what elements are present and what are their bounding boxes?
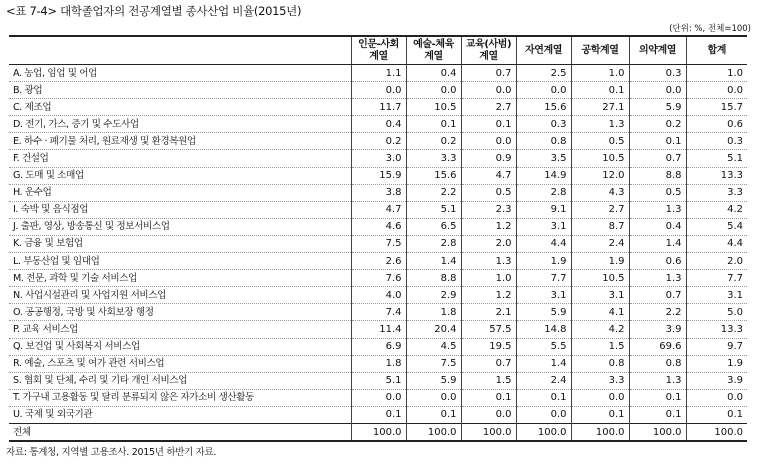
value-cell: 3.9 [686,372,747,389]
industry-label: K. 금융 및 보험업 [9,235,351,252]
industry-label: D. 전기, 가스, 증기 및 수도사업 [9,116,351,133]
value-cell: 1.4 [406,253,461,270]
value-cell: 0.2 [351,133,406,150]
value-cell: 57.5 [461,321,516,338]
value-cell: 0.0 [686,389,747,406]
value-cell: 2.4 [516,372,571,389]
value-cell: 5.1 [406,201,461,218]
value-cell: 7.7 [516,270,571,287]
industry-label: L. 부동산업 및 임대업 [9,253,351,270]
value-cell: 0.0 [351,82,406,99]
value-cell: 2.2 [629,304,686,321]
value-cell: 3.3 [686,184,747,201]
value-cell: 7.7 [686,270,747,287]
header-cell-5: 공학계열 [571,36,629,65]
industry-label: H. 운수업 [9,184,351,201]
industry-label: C. 제조업 [9,99,351,116]
value-cell: 0.4 [629,218,686,235]
value-cell: 12.0 [571,167,629,184]
source-note: 자료: 통계청, 지역별 고용조사. 2015년 하반기 자료. [6,447,217,458]
value-cell: 0.1 [516,389,571,406]
industry-label: 전체 [9,423,351,441]
value-cell: 0.7 [461,355,516,372]
value-cell: 0.1 [629,406,686,423]
industry-label: N. 사업시설관리 및 사업지원 서비스업 [9,287,351,304]
value-cell: 0.0 [461,82,516,99]
value-cell: 11.7 [351,99,406,116]
header-cell-6: 의약계열 [629,36,686,65]
value-cell: 2.5 [516,65,571,82]
table-row [9,235,747,252]
value-cell: 7.5 [406,355,461,372]
industry-label: F. 건설업 [9,150,351,167]
table-title: <표 7-4> 대학졸업자의 전공계열별 종사산업 비율(2015년) [6,4,302,18]
value-cell: 19.5 [461,338,516,355]
value-cell: 4.6 [351,218,406,235]
value-cell: 100.0 [516,423,571,441]
value-cell: 100.0 [629,423,686,441]
industry-label: S. 협회 및 단체, 수리 및 기타 개인 서비스업 [9,372,351,389]
table-row [9,321,747,338]
value-cell: 1.2 [461,287,516,304]
table-row [9,287,747,304]
value-cell: 0.9 [461,150,516,167]
value-cell: 4.5 [406,338,461,355]
value-cell: 0.1 [461,116,516,133]
value-cell: 3.3 [571,372,629,389]
value-cell: 0.0 [406,82,461,99]
value-cell: 8.8 [629,167,686,184]
table-row [9,355,747,372]
value-cell: 0.1 [406,406,461,423]
value-cell: 0.0 [461,406,516,423]
value-cell: 100.0 [351,423,406,441]
table-row [9,133,747,150]
value-cell: 0.1 [571,406,629,423]
value-cell: 4.2 [571,321,629,338]
value-cell: 4.0 [351,287,406,304]
value-cell: 5.5 [516,338,571,355]
value-cell: 1.3 [629,201,686,218]
table-row [9,65,747,82]
industry-label: J. 출판, 영상, 방송통신 및 정보서비스업 [9,218,351,235]
value-cell: 2.7 [571,201,629,218]
unit-note: (단위: %, 전체=100) [669,24,751,34]
value-cell: 100.0 [686,423,747,441]
value-cell: 100.0 [406,423,461,441]
value-cell: 69.6 [629,338,686,355]
industry-label: T. 가구내 고용활동 및 달리 분류되지 않은 자가소비 생산활동 [9,389,351,406]
value-cell: 13.3 [686,167,747,184]
header-cell-label [9,36,351,65]
value-cell: 11.4 [351,321,406,338]
value-cell: 2.3 [461,201,516,218]
value-cell: 0.2 [406,133,461,150]
industry-label: O. 공공행정, 국방 및 사회보장 행정 [9,304,351,321]
value-cell: 0.0 [406,389,461,406]
table-row [9,184,747,201]
value-cell: 1.8 [406,304,461,321]
value-cell: 0.1 [629,389,686,406]
value-cell: 2.0 [461,235,516,252]
value-cell: 0.0 [629,82,686,99]
value-cell: 100.0 [571,423,629,441]
table-row [9,304,747,321]
header-cell-1: 인문-사회 계열 [351,36,406,65]
value-cell: 1.0 [461,270,516,287]
value-cell: 2.7 [461,99,516,116]
value-cell: 1.0 [571,65,629,82]
industry-label: U. 국제 및 외국기관 [9,406,351,423]
value-cell: 1.3 [629,270,686,287]
value-cell: 5.9 [629,99,686,116]
value-cell: 15.6 [406,167,461,184]
value-cell: 14.8 [516,321,571,338]
value-cell: 3.1 [516,218,571,235]
value-cell: 2.6 [351,253,406,270]
value-cell: 9.7 [686,338,747,355]
value-cell: 6.9 [351,338,406,355]
value-cell: 3.1 [686,287,747,304]
value-cell: 1.3 [461,253,516,270]
value-cell: 3.9 [629,321,686,338]
value-cell: 1.9 [516,253,571,270]
value-cell: 0.1 [686,406,747,423]
table-row [9,372,747,389]
value-cell: 0.4 [406,65,461,82]
header-cell-3: 교육(사범) 계열 [461,36,516,65]
value-cell: 4.4 [686,235,747,252]
value-cell: 4.2 [686,201,747,218]
value-cell: 5.1 [351,372,406,389]
value-cell: 0.0 [516,82,571,99]
value-cell: 5.9 [406,372,461,389]
value-cell: 5.1 [686,150,747,167]
industry-ratio-table [9,35,747,442]
value-cell: 5.9 [516,304,571,321]
value-cell: 0.1 [406,116,461,133]
value-cell: 7.4 [351,304,406,321]
industry-label: I. 숙박 및 음식점업 [9,201,351,218]
value-cell: 1.9 [686,355,747,372]
value-cell: 0.1 [461,389,516,406]
value-cell: 2.2 [406,184,461,201]
value-cell: 3.8 [351,184,406,201]
industry-label: G. 도매 및 소매업 [9,167,351,184]
table-row [9,338,747,355]
value-cell: 1.2 [461,218,516,235]
value-cell: 0.1 [351,406,406,423]
table-row [9,150,747,167]
header-cell-4: 자연계열 [516,36,571,65]
value-cell: 0.0 [461,133,516,150]
value-cell: 3.5 [516,150,571,167]
value-cell: 1.0 [686,65,747,82]
value-cell: 1.1 [351,65,406,82]
value-cell: 13.3 [686,321,747,338]
table-row [9,99,747,116]
industry-label: P. 교육 서비스업 [9,321,351,338]
value-cell: 0.5 [461,184,516,201]
value-cell: 1.8 [351,355,406,372]
value-cell: 0.0 [686,82,747,99]
value-cell: 2.9 [406,287,461,304]
value-cell: 1.3 [571,116,629,133]
value-cell: 0.8 [516,133,571,150]
value-cell: 9.1 [516,201,571,218]
value-cell: 0.4 [351,116,406,133]
industry-label: Q. 보건업 및 사회복지 서비스업 [9,338,351,355]
value-cell: 0.5 [571,133,629,150]
table-row [9,82,747,99]
value-cell: 3.0 [351,150,406,167]
table-row [9,389,747,406]
value-cell: 0.7 [629,287,686,304]
industry-label: B. 광업 [9,82,351,99]
value-cell: 0.6 [629,253,686,270]
value-cell: 8.7 [571,218,629,235]
industry-label: R. 예술, 스포츠 및 여가 관련 서비스업 [9,355,351,372]
value-cell: 0.0 [516,406,571,423]
value-cell: 0.2 [629,116,686,133]
value-cell: 1.9 [571,253,629,270]
value-cell: 15.7 [686,99,747,116]
value-cell: 2.8 [516,184,571,201]
value-cell: 4.7 [351,201,406,218]
value-cell: 6.5 [406,218,461,235]
value-cell: 2.4 [571,235,629,252]
value-cell: 3.3 [406,150,461,167]
value-cell: 4.3 [571,184,629,201]
value-cell: 4.4 [516,235,571,252]
value-cell: 0.6 [686,116,747,133]
table-body [9,65,747,442]
header-cell-7: 합계 [686,36,747,65]
header-row [9,36,747,65]
value-cell: 0.8 [629,355,686,372]
value-cell: 10.5 [571,150,629,167]
table-row [9,270,747,287]
total-row [9,423,747,441]
value-cell: 100.0 [461,423,516,441]
value-cell: 0.7 [461,65,516,82]
table-row [9,253,747,270]
value-cell: 0.0 [571,389,629,406]
value-cell: 0.3 [629,65,686,82]
value-cell: 1.4 [629,235,686,252]
value-cell: 27.1 [571,99,629,116]
value-cell: 1.5 [461,372,516,389]
value-cell: 3.1 [571,287,629,304]
value-cell: 2.0 [686,253,747,270]
industry-label: M. 전문, 과학 및 기술 서비스업 [9,270,351,287]
value-cell: 5.0 [686,304,747,321]
value-cell: 20.4 [406,321,461,338]
value-cell: 10.5 [571,270,629,287]
value-cell: 4.7 [461,167,516,184]
value-cell: 7.6 [351,270,406,287]
value-cell: 2.1 [461,304,516,321]
table-row [9,116,747,133]
value-cell: 2.8 [406,235,461,252]
value-cell: 0.8 [571,355,629,372]
table-row [9,167,747,184]
value-cell: 0.0 [351,389,406,406]
value-cell: 7.5 [351,235,406,252]
table-row [9,201,747,218]
value-cell: 0.3 [516,116,571,133]
value-cell: 10.5 [406,99,461,116]
value-cell: 0.1 [571,82,629,99]
industry-label: E. 하수 · 폐기물 처리, 원료재생 및 환경복원업 [9,133,351,150]
value-cell: 8.8 [406,270,461,287]
value-cell: 15.6 [516,99,571,116]
value-cell: 1.5 [571,338,629,355]
value-cell: 14.9 [516,167,571,184]
value-cell: 0.7 [629,150,686,167]
value-cell: 4.1 [571,304,629,321]
value-cell: 0.3 [686,133,747,150]
value-cell: 1.4 [516,355,571,372]
industry-label: A. 농업, 임업 및 어업 [9,65,351,82]
table-row [9,218,747,235]
table-row [9,406,747,423]
value-cell: 0.1 [629,133,686,150]
header-cell-2: 예술-체육 계열 [406,36,461,65]
value-cell: 15.9 [351,167,406,184]
value-cell: 5.4 [686,218,747,235]
value-cell: 0.5 [629,184,686,201]
value-cell: 1.3 [629,372,686,389]
value-cell: 3.1 [516,287,571,304]
